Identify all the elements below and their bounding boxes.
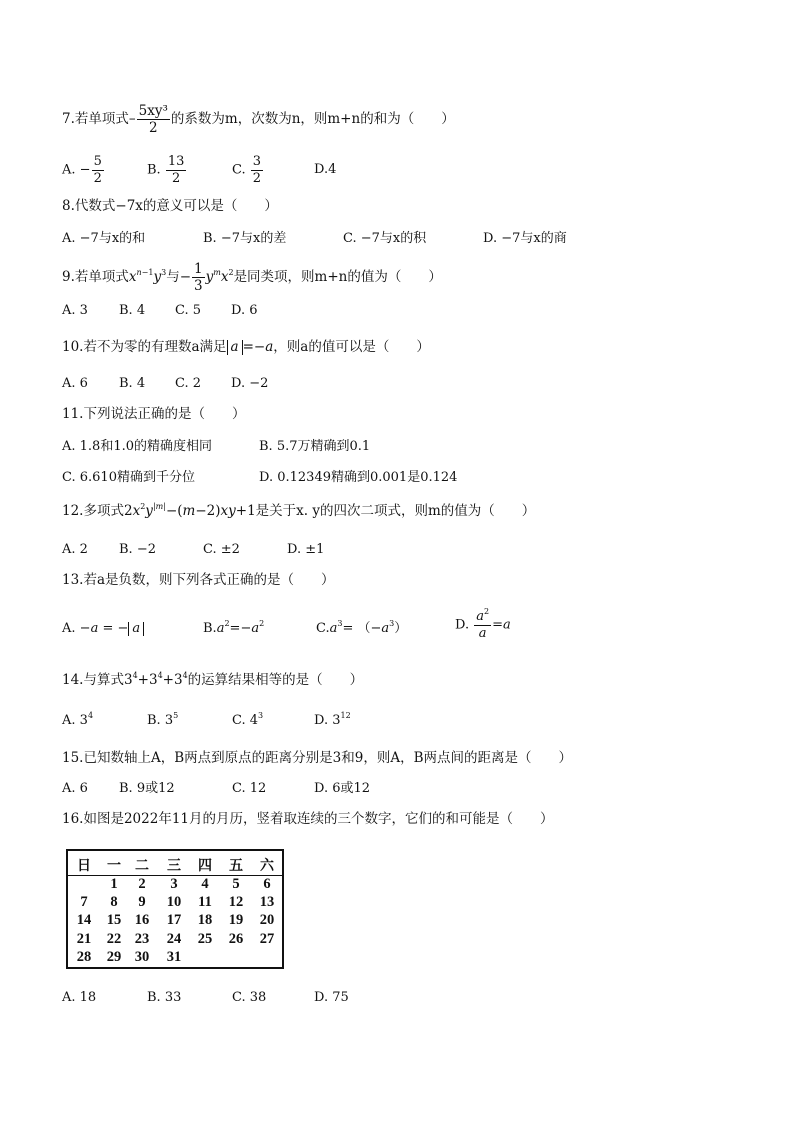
calendar-date: 8 <box>110 894 118 910</box>
fraction: $\frac{1}{3}$ <box>194 261 203 295</box>
q13-option-b[interactable]: $B.a^2=-a^2$ <box>203 619 265 636</box>
calendar-date: 17 <box>166 912 182 928</box>
calendar-date: 15 <box>106 912 122 928</box>
calendar-date: 25 <box>197 931 213 947</box>
calendar-figure <box>66 849 284 969</box>
question-15: 15.已知数轴上A，B两点到原点的距离分别是3和9，则A，B两点间的距离是（ ） <box>62 750 572 766</box>
question-16: 16.如图是2022年11月的月历，竖着取连续的三个数字，它们的和可能是（ ） <box>62 811 554 827</box>
q9-option-b[interactable]: B. 4 <box>119 303 146 318</box>
question-9: 9.若单项式$x^{n-1}y^3$与− $\frac{1}{3}$ $y^mx^2$是同类项，则m+n的值为（ ） <box>62 261 442 295</box>
question-10: 10.若不为零的有理数a满足 a =−a，则a的值可以是（ ） <box>62 339 430 355</box>
q9-option-a[interactable]: A. 3 <box>62 303 88 318</box>
calendar-date: 28 <box>76 949 92 965</box>
q16-option-c[interactable]: C. 38 <box>232 990 267 1005</box>
calendar-date: 18 <box>197 912 213 928</box>
question-number: 7. <box>62 111 75 128</box>
question-11: 11.下列说法正确的是（ ） <box>62 406 246 422</box>
calendar-date: 7 <box>80 894 88 910</box>
calendar-date: 12 <box>228 894 244 910</box>
question-14: 14.与算式$3^4+3^4+3^4$的运算结果相等的是（ ） <box>62 671 364 688</box>
q15-option-c[interactable]: C. 12 <box>232 781 267 796</box>
q16-option-a[interactable]: A. 18 <box>62 990 97 1005</box>
q12-option-d[interactable]: D. ±1 <box>287 542 325 557</box>
calendar-date: 19 <box>228 912 244 928</box>
q14-option-d[interactable]: D. $3^{12}$ <box>314 711 351 728</box>
q12-option-b[interactable]: B. −2 <box>119 542 156 557</box>
q11-option-a[interactable]: A. 1.8和1.0的精确度相同 <box>62 439 213 454</box>
calendar-date: 16 <box>134 912 150 928</box>
calendar-date: 2 <box>138 876 146 892</box>
calendar-date: 3 <box>170 876 178 892</box>
calendar-date: 11 <box>198 894 212 910</box>
calendar-date: 6 <box>263 876 271 892</box>
calendar-date: 20 <box>259 912 275 928</box>
q8-option-c[interactable]: C. −7与x的积 <box>343 231 427 246</box>
calendar-date: 24 <box>166 931 182 947</box>
q15-option-b[interactable]: B. 9或12 <box>119 781 175 796</box>
q7-option-b[interactable]: B. $\frac{13}{2}$ <box>147 154 185 186</box>
calendar-header-day: 六 <box>260 859 274 874</box>
q10-option-d[interactable]: D. −2 <box>231 376 269 391</box>
calendar-date: 10 <box>166 894 182 910</box>
fraction: $\frac{\text{5xy³}}{2}$ <box>138 103 168 137</box>
fraction: $\frac{13}{2}$ <box>167 154 185 186</box>
calendar-date: 9 <box>138 894 146 910</box>
sum-expression: $3^4+3^4+3^4$ <box>123 671 188 688</box>
calendar-date: 21 <box>76 931 92 947</box>
calendar-header-day: 日 <box>77 859 91 874</box>
calendar-header-day: 三 <box>167 859 181 874</box>
calendar-date: 4 <box>201 876 209 892</box>
q8-option-d[interactable]: D. −7与x的商 <box>483 231 567 246</box>
question-12: 12.多项式$2x^2y^{|m|}-(m-2)xy+1$是关于x. y的四次二项式，则m的值为（ ） <box>62 502 536 519</box>
q13-option-c[interactable]: $C.a^3= (-a^3)$ <box>316 619 408 636</box>
q10-option-b[interactable]: B. 4 <box>119 376 146 391</box>
polynomial: $2x^2y^{|m|}-(m-2)xy+1$ <box>123 502 256 519</box>
calendar-date: 1 <box>110 876 118 892</box>
q11-option-d[interactable]: D. 0.12349精确到0.001是0.124 <box>259 470 458 485</box>
question-8: 8.代数式−7x的意义可以是（ ） <box>62 198 278 214</box>
calendar-date: 31 <box>166 949 182 965</box>
q11-option-b[interactable]: B. 5.7万精确到0.1 <box>259 439 371 454</box>
q7-option-a[interactable]: A. − $\frac{5}{2}$ <box>62 154 102 186</box>
abs-expression: a =−a <box>227 339 274 355</box>
monomial-1: $x^{n-1}y^3$ <box>128 268 167 286</box>
calendar-date: 14 <box>76 912 92 928</box>
monomial-2: $y^mx^2$ <box>205 268 234 286</box>
q14-option-b[interactable]: B. $3^5$ <box>147 711 179 728</box>
q16-option-b[interactable]: B. 33 <box>147 990 182 1005</box>
q9-option-d[interactable]: D. 6 <box>231 303 258 318</box>
fraction: $\frac{5}{2}$ <box>93 154 102 186</box>
question-13: 13.若a是负数，则下列各式正确的是（ ） <box>62 572 335 588</box>
calendar-header-day: 五 <box>229 859 243 874</box>
calendar-date: 29 <box>106 949 122 965</box>
calendar-date: 26 <box>228 931 244 947</box>
q9-option-c[interactable]: C. 5 <box>175 303 202 318</box>
fraction: $\frac{3}{2}$ <box>252 154 262 186</box>
calendar-date: 22 <box>106 931 122 947</box>
calendar-date: 23 <box>134 931 150 947</box>
calendar-date: 13 <box>259 894 275 910</box>
q10-option-a[interactable]: A. 6 <box>62 376 88 391</box>
calendar-date: 27 <box>259 931 275 947</box>
calendar-header-day: 四 <box>198 859 212 874</box>
calendar-header-day: 一 <box>107 859 121 874</box>
q13-option-d[interactable]: D. $\frac{a^2}{a}$ =a <box>455 607 511 641</box>
q14-option-a[interactable]: A. $3^4$ <box>62 711 94 728</box>
q7-option-c[interactable]: C. $\frac{3}{2}$ <box>232 154 262 186</box>
q11-option-c[interactable]: C. 6.610精确到千分位 <box>62 470 195 485</box>
calendar-date: 30 <box>134 949 150 965</box>
q15-option-a[interactable]: A. 6 <box>62 781 88 796</box>
calendar-header-day: 二 <box>135 859 149 874</box>
calendar-date: 5 <box>232 876 240 892</box>
question-text-pre: 若单项式 <box>74 111 129 128</box>
q8-option-b[interactable]: B. −7与x的差 <box>203 231 287 246</box>
question-7: 7.若单项式– $\frac{\text{5xy³}}{2}$ 的系数为m，次数为n，则m+n的和为（ ） <box>62 103 455 137</box>
q8-option-a[interactable]: A. −7与x的和 <box>62 231 146 246</box>
q12-option-a[interactable]: A. 2 <box>62 542 88 557</box>
q15-option-d[interactable]: D. 6或12 <box>314 781 371 796</box>
q7-option-d[interactable]: D.4 <box>314 162 337 177</box>
q14-option-c[interactable]: C. $4^3$ <box>232 711 264 728</box>
q16-option-d[interactable]: D. 75 <box>314 990 349 1005</box>
question-text-post: 的系数为m，次数为n，则m+n的和为（ ） <box>170 111 455 128</box>
q13-option-a[interactable]: A. −a = − a <box>62 622 144 636</box>
q12-option-c[interactable]: C. ±2 <box>203 542 240 557</box>
q10-option-c[interactable]: C. 2 <box>175 376 202 391</box>
fraction: $\frac{a^2}{a}$ <box>476 607 490 641</box>
